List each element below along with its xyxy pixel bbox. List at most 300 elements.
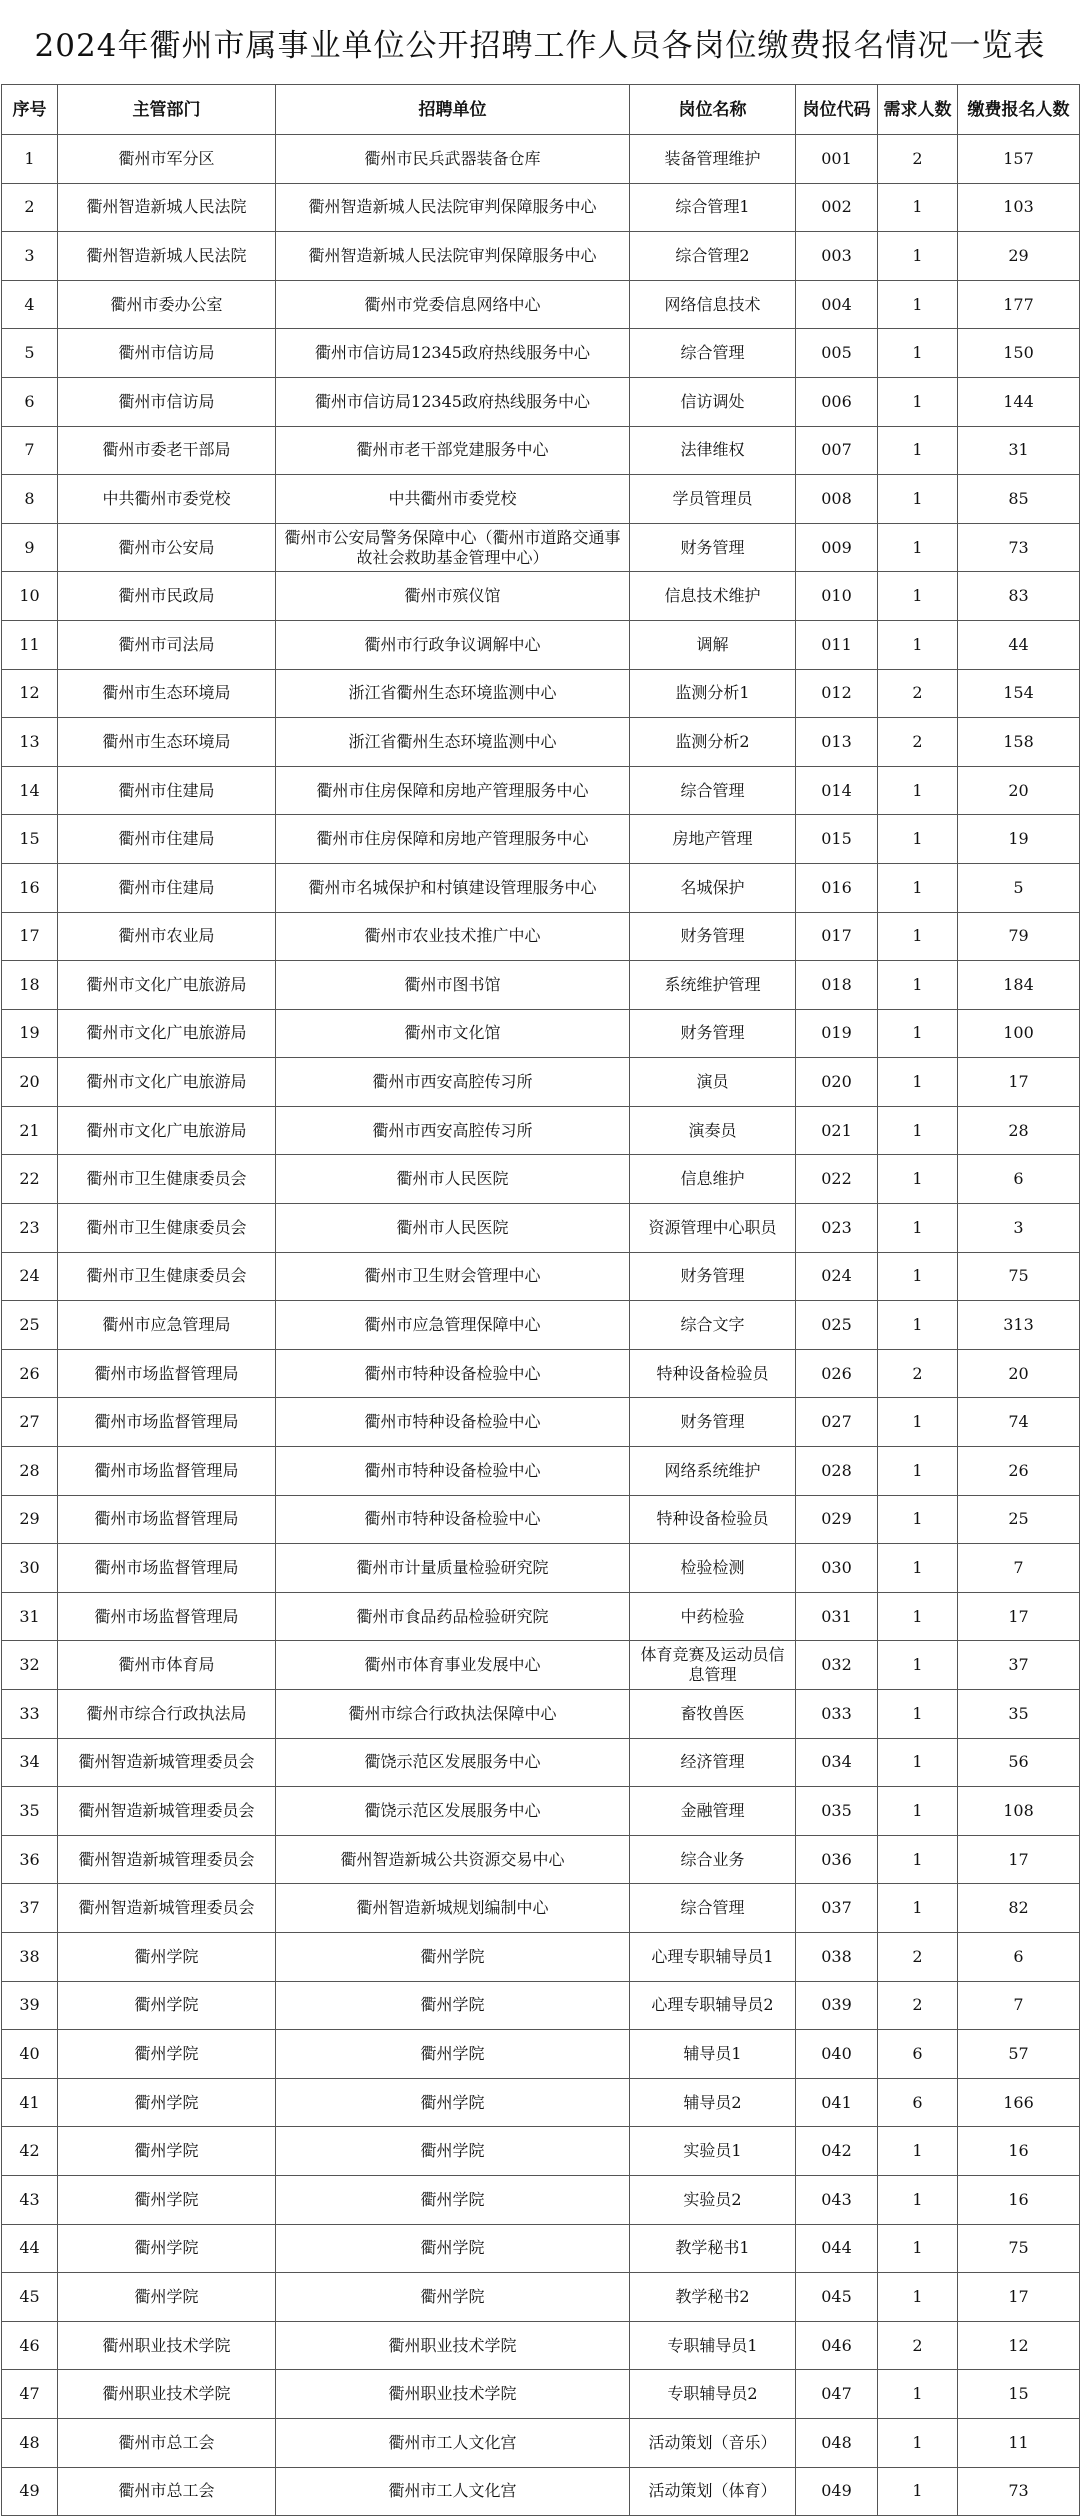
cell-index: 49	[2, 2467, 58, 2516]
cell-department: 衢州市卫生健康委员会	[58, 1204, 276, 1253]
cell-openings: 2	[878, 1932, 958, 1981]
cell-position: 专职辅导员2	[630, 2370, 796, 2419]
table-row	[2, 1398, 1080, 1447]
cell-department: 衢州市生态环境局	[58, 669, 276, 718]
cell-paid-applicants: 16	[958, 2127, 1080, 2176]
cell-index: 23	[2, 1204, 58, 1253]
cell-paid-applicants: 44	[958, 620, 1080, 669]
cell-openings: 1	[878, 2467, 958, 2516]
cell-employer: 衢州市行政争议调解中心	[276, 620, 630, 669]
cell-position: 综合管理	[630, 766, 796, 815]
cell-paid-applicants: 74	[958, 1398, 1080, 1447]
cell-position-code: 010	[796, 572, 878, 621]
cell-openings: 2	[878, 718, 958, 767]
cell-index: 38	[2, 1932, 58, 1981]
table-row	[2, 1787, 1080, 1836]
cell-paid-applicants: 56	[958, 1738, 1080, 1787]
cell-employer: 衢州市特种设备检验中心	[276, 1447, 630, 1496]
page-title: 2024年衢州市属事业单位公开招聘工作人员各岗位缴费报名情况一览表	[34, 27, 1046, 64]
cell-paid-applicants: 19	[958, 815, 1080, 864]
cell-position: 房地产管理	[630, 815, 796, 864]
cell-position: 综合管理1	[630, 183, 796, 232]
cell-position: 畜牧兽医	[630, 1690, 796, 1739]
cell-paid-applicants: 16	[958, 2175, 1080, 2224]
cell-position-code: 002	[796, 183, 878, 232]
cell-openings: 1	[878, 329, 958, 378]
cell-index: 37	[2, 1884, 58, 1933]
cell-index: 39	[2, 1981, 58, 2030]
cell-employer: 衢州市信访局12345政府热线服务中心	[276, 329, 630, 378]
cell-openings: 1	[878, 2273, 958, 2322]
cell-openings: 1	[878, 280, 958, 329]
cell-openings: 1	[878, 1544, 958, 1593]
cell-openings: 1	[878, 2175, 958, 2224]
cell-employer: 衢州市西安高腔传习所	[276, 1106, 630, 1155]
cell-index: 34	[2, 1738, 58, 1787]
header-department: 主管部门	[58, 85, 276, 135]
cell-department: 衢州学院	[58, 2224, 276, 2273]
cell-employer: 衢州市住房保障和房地产管理服务中心	[276, 766, 630, 815]
cell-position: 特种设备检验员	[630, 1349, 796, 1398]
cell-department: 衢州市民政局	[58, 572, 276, 621]
cell-index: 24	[2, 1252, 58, 1301]
table-header-row	[2, 85, 1080, 135]
cell-department: 衢州市场监督管理局	[58, 1592, 276, 1641]
cell-position: 经济管理	[630, 1738, 796, 1787]
cell-position-code: 004	[796, 280, 878, 329]
table-row	[2, 1106, 1080, 1155]
cell-paid-applicants: 5	[958, 863, 1080, 912]
cell-position-code: 031	[796, 1592, 878, 1641]
cell-position: 综合管理	[630, 329, 796, 378]
cell-employer: 衢州职业技术学院	[276, 2321, 630, 2370]
cell-index: 16	[2, 863, 58, 912]
cell-department: 衢州智造新城管理委员会	[58, 1787, 276, 1836]
cell-position-code: 024	[796, 1252, 878, 1301]
cell-openings: 6	[878, 2030, 958, 2079]
table-row	[2, 1495, 1080, 1544]
cell-employer: 衢州市应急管理保障中心	[276, 1301, 630, 1350]
cell-employer: 衢州市殡仪馆	[276, 572, 630, 621]
cell-department: 衢州市信访局	[58, 329, 276, 378]
cell-index: 1	[2, 135, 58, 184]
cell-employer: 衢州市特种设备检验中心	[276, 1495, 630, 1544]
cell-employer: 衢州市图书馆	[276, 961, 630, 1010]
cell-department: 衢州智造新城管理委员会	[58, 1884, 276, 1933]
cell-employer: 衢州学院	[276, 1932, 630, 1981]
table-row	[2, 1641, 1080, 1690]
cell-employer: 衢州学院	[276, 2127, 630, 2176]
cell-department: 衢州市委办公室	[58, 280, 276, 329]
cell-employer: 浙江省衢州生态环境监测中心	[276, 669, 630, 718]
cell-position-code: 013	[796, 718, 878, 767]
cell-position-code: 037	[796, 1884, 878, 1933]
cell-position-code: 018	[796, 961, 878, 1010]
cell-openings: 2	[878, 1349, 958, 1398]
cell-position: 信息技术维护	[630, 572, 796, 621]
cell-position-code: 025	[796, 1301, 878, 1350]
cell-position: 辅导员1	[630, 2030, 796, 2079]
cell-employer: 衢饶示范区发展服务中心	[276, 1738, 630, 1787]
cell-openings: 1	[878, 1787, 958, 1836]
cell-position-code: 041	[796, 2078, 878, 2127]
cell-position: 系统维护管理	[630, 961, 796, 1010]
cell-position: 财务管理	[630, 1252, 796, 1301]
cell-position: 实验员1	[630, 2127, 796, 2176]
cell-openings: 1	[878, 912, 958, 961]
registration-table	[1, 84, 1080, 2516]
cell-position: 名城保护	[630, 863, 796, 912]
cell-employer: 衢州市卫生财会管理中心	[276, 1252, 630, 1301]
cell-department: 衢州市卫生健康委员会	[58, 1155, 276, 1204]
cell-paid-applicants: 17	[958, 1592, 1080, 1641]
cell-department: 衢州市住建局	[58, 815, 276, 864]
cell-position-code: 011	[796, 620, 878, 669]
cell-paid-applicants: 25	[958, 1495, 1080, 1544]
cell-index: 48	[2, 2418, 58, 2467]
cell-position-code: 023	[796, 1204, 878, 1253]
table-row	[2, 572, 1080, 621]
cell-position: 资源管理中心职员	[630, 1204, 796, 1253]
cell-paid-applicants: 17	[958, 1058, 1080, 1107]
cell-employer: 衢州智造新城人民法院审判保障服务中心	[276, 232, 630, 281]
cell-index: 10	[2, 572, 58, 621]
cell-position: 中药检验	[630, 1592, 796, 1641]
cell-paid-applicants: 157	[958, 135, 1080, 184]
cell-employer: 衢州市综合行政执法保障中心	[276, 1690, 630, 1739]
cell-department: 衢州市文化广电旅游局	[58, 961, 276, 1010]
cell-position-code: 008	[796, 475, 878, 524]
cell-position: 演员	[630, 1058, 796, 1107]
cell-employer: 衢州市特种设备检验中心	[276, 1398, 630, 1447]
cell-position-code: 005	[796, 329, 878, 378]
cell-openings: 1	[878, 1835, 958, 1884]
cell-openings: 1	[878, 1252, 958, 1301]
cell-index: 21	[2, 1106, 58, 1155]
cell-index: 47	[2, 2370, 58, 2419]
header-position-code: 岗位代码	[796, 85, 878, 135]
table-row	[2, 2127, 1080, 2176]
cell-position-code: 036	[796, 1835, 878, 1884]
cell-position-code: 012	[796, 669, 878, 718]
cell-openings: 2	[878, 2321, 958, 2370]
cell-employer: 中共衢州市委党校	[276, 475, 630, 524]
cell-paid-applicants: 12	[958, 2321, 1080, 2370]
cell-employer: 衢州职业技术学院	[276, 2370, 630, 2419]
cell-employer: 衢州市老干部党建服务中心	[276, 426, 630, 475]
cell-paid-applicants: 28	[958, 1106, 1080, 1155]
cell-employer: 衢州学院	[276, 2175, 630, 2224]
table-row	[2, 1252, 1080, 1301]
table-row	[2, 523, 1080, 572]
cell-position: 网络信息技术	[630, 280, 796, 329]
cell-openings: 1	[878, 1204, 958, 1253]
header-paid-applicants: 缴费报名人数	[958, 85, 1080, 135]
cell-position: 检验检测	[630, 1544, 796, 1593]
cell-employer: 衢州智造新城规划编制中心	[276, 1884, 630, 1933]
header-employer: 招聘单位	[276, 85, 630, 135]
table-row	[2, 718, 1080, 767]
cell-index: 31	[2, 1592, 58, 1641]
cell-position: 教学秘书2	[630, 2273, 796, 2322]
cell-openings: 1	[878, 1398, 958, 1447]
cell-position-code: 015	[796, 815, 878, 864]
cell-index: 35	[2, 1787, 58, 1836]
cell-department: 衢州市住建局	[58, 766, 276, 815]
table-row	[2, 1738, 1080, 1787]
cell-department: 衢州市公安局	[58, 523, 276, 572]
cell-employer: 衢州市党委信息网络中心	[276, 280, 630, 329]
cell-index: 26	[2, 1349, 58, 1398]
table-row	[2, 1058, 1080, 1107]
cell-paid-applicants: 103	[958, 183, 1080, 232]
cell-department: 衢州市场监督管理局	[58, 1447, 276, 1496]
cell-position: 财务管理	[630, 1009, 796, 1058]
cell-openings: 1	[878, 1690, 958, 1739]
cell-employer: 衢州学院	[276, 2273, 630, 2322]
cell-paid-applicants: 20	[958, 766, 1080, 815]
cell-position-code: 048	[796, 2418, 878, 2467]
cell-paid-applicants: 6	[958, 1155, 1080, 1204]
table-row	[2, 1544, 1080, 1593]
cell-position-code: 040	[796, 2030, 878, 2079]
cell-employer: 衢州市体育事业发展中心	[276, 1641, 630, 1690]
table-row	[2, 815, 1080, 864]
cell-position-code: 032	[796, 1641, 878, 1690]
cell-position-code: 049	[796, 2467, 878, 2516]
cell-openings: 1	[878, 863, 958, 912]
cell-employer: 衢州市特种设备检验中心	[276, 1349, 630, 1398]
cell-department: 衢州市文化广电旅游局	[58, 1058, 276, 1107]
cell-paid-applicants: 100	[958, 1009, 1080, 1058]
cell-paid-applicants: 85	[958, 475, 1080, 524]
cell-position: 综合管理	[630, 1884, 796, 1933]
table-row	[2, 766, 1080, 815]
cell-department: 衢州市住建局	[58, 863, 276, 912]
cell-openings: 1	[878, 1058, 958, 1107]
cell-openings: 1	[878, 961, 958, 1010]
table-row	[2, 2418, 1080, 2467]
cell-position: 网络系统维护	[630, 1447, 796, 1496]
table-row	[2, 863, 1080, 912]
cell-employer: 衢州学院	[276, 2030, 630, 2079]
cell-paid-applicants: 35	[958, 1690, 1080, 1739]
cell-position: 实验员2	[630, 2175, 796, 2224]
cell-department: 衢州学院	[58, 1981, 276, 2030]
table-row	[2, 1932, 1080, 1981]
cell-paid-applicants: 313	[958, 1301, 1080, 1350]
cell-paid-applicants: 15	[958, 2370, 1080, 2419]
cell-index: 28	[2, 1447, 58, 1496]
cell-department: 衢州市生态环境局	[58, 718, 276, 767]
cell-department: 衢州市文化广电旅游局	[58, 1009, 276, 1058]
cell-paid-applicants: 73	[958, 523, 1080, 572]
table-row	[2, 1204, 1080, 1253]
cell-index: 43	[2, 2175, 58, 2224]
cell-index: 32	[2, 1641, 58, 1690]
cell-department: 衢州职业技术学院	[58, 2370, 276, 2419]
cell-index: 40	[2, 2030, 58, 2079]
cell-department: 衢州学院	[58, 2127, 276, 2176]
cell-department: 衢州市农业局	[58, 912, 276, 961]
cell-index: 9	[2, 523, 58, 572]
cell-index: 3	[2, 232, 58, 281]
cell-paid-applicants: 7	[958, 1981, 1080, 2030]
table-row	[2, 135, 1080, 184]
cell-position-code: 047	[796, 2370, 878, 2419]
header-index: 序号	[2, 85, 58, 135]
table-row	[2, 2467, 1080, 2516]
table-row	[2, 280, 1080, 329]
cell-department: 衢州市卫生健康委员会	[58, 1252, 276, 1301]
cell-index: 27	[2, 1398, 58, 1447]
cell-index: 45	[2, 2273, 58, 2322]
cell-index: 17	[2, 912, 58, 961]
cell-position: 综合文字	[630, 1301, 796, 1350]
cell-position: 综合管理2	[630, 232, 796, 281]
cell-index: 14	[2, 766, 58, 815]
cell-paid-applicants: 3	[958, 1204, 1080, 1253]
cell-department: 衢州市信访局	[58, 377, 276, 426]
cell-index: 20	[2, 1058, 58, 1107]
cell-paid-applicants: 17	[958, 1835, 1080, 1884]
cell-index: 36	[2, 1835, 58, 1884]
cell-position-code: 030	[796, 1544, 878, 1593]
cell-employer: 衢州市名城保护和村镇建设管理服务中心	[276, 863, 630, 912]
cell-position-code: 016	[796, 863, 878, 912]
cell-openings: 1	[878, 1447, 958, 1496]
cell-paid-applicants: 150	[958, 329, 1080, 378]
table-row	[2, 1447, 1080, 1496]
cell-openings: 1	[878, 572, 958, 621]
cell-department: 衢州职业技术学院	[58, 2321, 276, 2370]
cell-index: 12	[2, 669, 58, 718]
cell-paid-applicants: 166	[958, 2078, 1080, 2127]
cell-employer: 衢州市住房保障和房地产管理服务中心	[276, 815, 630, 864]
table-row	[2, 1690, 1080, 1739]
cell-openings: 1	[878, 2370, 958, 2419]
cell-position-code: 027	[796, 1398, 878, 1447]
cell-position-code: 042	[796, 2127, 878, 2176]
cell-department: 衢州智造新城管理委员会	[58, 1738, 276, 1787]
cell-index: 30	[2, 1544, 58, 1593]
cell-department: 衢州智造新城人民法院	[58, 183, 276, 232]
cell-index: 33	[2, 1690, 58, 1739]
table-row	[2, 475, 1080, 524]
cell-employer: 衢州学院	[276, 2224, 630, 2273]
cell-position-code: 003	[796, 232, 878, 281]
cell-openings: 1	[878, 523, 958, 572]
cell-position: 教学秘书1	[630, 2224, 796, 2273]
cell-employer: 衢州智造新城公共资源交易中心	[276, 1835, 630, 1884]
cell-position-code: 029	[796, 1495, 878, 1544]
cell-paid-applicants: 108	[958, 1787, 1080, 1836]
cell-position-code: 043	[796, 2175, 878, 2224]
cell-employer: 衢州市人民医院	[276, 1204, 630, 1253]
cell-index: 44	[2, 2224, 58, 2273]
cell-department: 衢州市场监督管理局	[58, 1349, 276, 1398]
cell-employer: 衢州市信访局12345政府热线服务中心	[276, 377, 630, 426]
cell-index: 19	[2, 1009, 58, 1058]
table-row	[2, 912, 1080, 961]
cell-position-code: 001	[796, 135, 878, 184]
table-row	[2, 2370, 1080, 2419]
cell-paid-applicants: 6	[958, 1932, 1080, 1981]
cell-openings: 2	[878, 135, 958, 184]
cell-department: 衢州市文化广电旅游局	[58, 1106, 276, 1155]
cell-position: 财务管理	[630, 1398, 796, 1447]
cell-openings: 1	[878, 1495, 958, 1544]
table-row	[2, 2321, 1080, 2370]
table-row	[2, 232, 1080, 281]
cell-department: 衢州市总工会	[58, 2467, 276, 2516]
cell-position-code: 046	[796, 2321, 878, 2370]
cell-paid-applicants: 144	[958, 377, 1080, 426]
cell-openings: 1	[878, 766, 958, 815]
table-row	[2, 1301, 1080, 1350]
cell-position-code: 022	[796, 1155, 878, 1204]
cell-index: 8	[2, 475, 58, 524]
table-row	[2, 669, 1080, 718]
cell-index: 15	[2, 815, 58, 864]
table-row	[2, 620, 1080, 669]
cell-openings: 1	[878, 2418, 958, 2467]
cell-openings: 2	[878, 669, 958, 718]
cell-index: 11	[2, 620, 58, 669]
cell-paid-applicants: 7	[958, 1544, 1080, 1593]
cell-employer: 衢州学院	[276, 1981, 630, 2030]
cell-employer: 衢州市公安局警务保障中心（衢州市道路交通事故社会救助基金管理中心）	[276, 523, 630, 572]
cell-index: 29	[2, 1495, 58, 1544]
cell-openings: 1	[878, 2127, 958, 2176]
header-position: 岗位名称	[630, 85, 796, 135]
cell-position: 信息维护	[630, 1155, 796, 1204]
cell-department: 衢州市场监督管理局	[58, 1544, 276, 1593]
cell-position: 法律维权	[630, 426, 796, 475]
cell-position-code: 034	[796, 1738, 878, 1787]
cell-paid-applicants: 75	[958, 1252, 1080, 1301]
cell-openings: 1	[878, 377, 958, 426]
cell-employer: 衢州市工人文化宫	[276, 2418, 630, 2467]
cell-department: 衢州市体育局	[58, 1641, 276, 1690]
cell-index: 18	[2, 961, 58, 1010]
cell-position-code: 028	[796, 1447, 878, 1496]
cell-index: 41	[2, 2078, 58, 2127]
cell-openings: 1	[878, 1738, 958, 1787]
cell-paid-applicants: 158	[958, 718, 1080, 767]
cell-paid-applicants: 177	[958, 280, 1080, 329]
cell-employer: 衢州市西安高腔传习所	[276, 1058, 630, 1107]
table-row	[2, 426, 1080, 475]
table-row	[2, 2030, 1080, 2079]
cell-paid-applicants: 82	[958, 1884, 1080, 1933]
cell-openings: 1	[878, 1106, 958, 1155]
cell-openings: 1	[878, 620, 958, 669]
cell-index: 6	[2, 377, 58, 426]
cell-index: 13	[2, 718, 58, 767]
cell-position-code: 033	[796, 1690, 878, 1739]
cell-position: 体育竞赛及运动员信息管理	[630, 1641, 796, 1690]
cell-position: 特种设备检验员	[630, 1495, 796, 1544]
table-body	[2, 135, 1080, 2516]
cell-position: 心理专职辅导员1	[630, 1932, 796, 1981]
cell-index: 25	[2, 1301, 58, 1350]
cell-position-code: 039	[796, 1981, 878, 2030]
cell-paid-applicants: 17	[958, 2273, 1080, 2322]
cell-department: 衢州市司法局	[58, 620, 276, 669]
table-row	[2, 2224, 1080, 2273]
table-row	[2, 329, 1080, 378]
